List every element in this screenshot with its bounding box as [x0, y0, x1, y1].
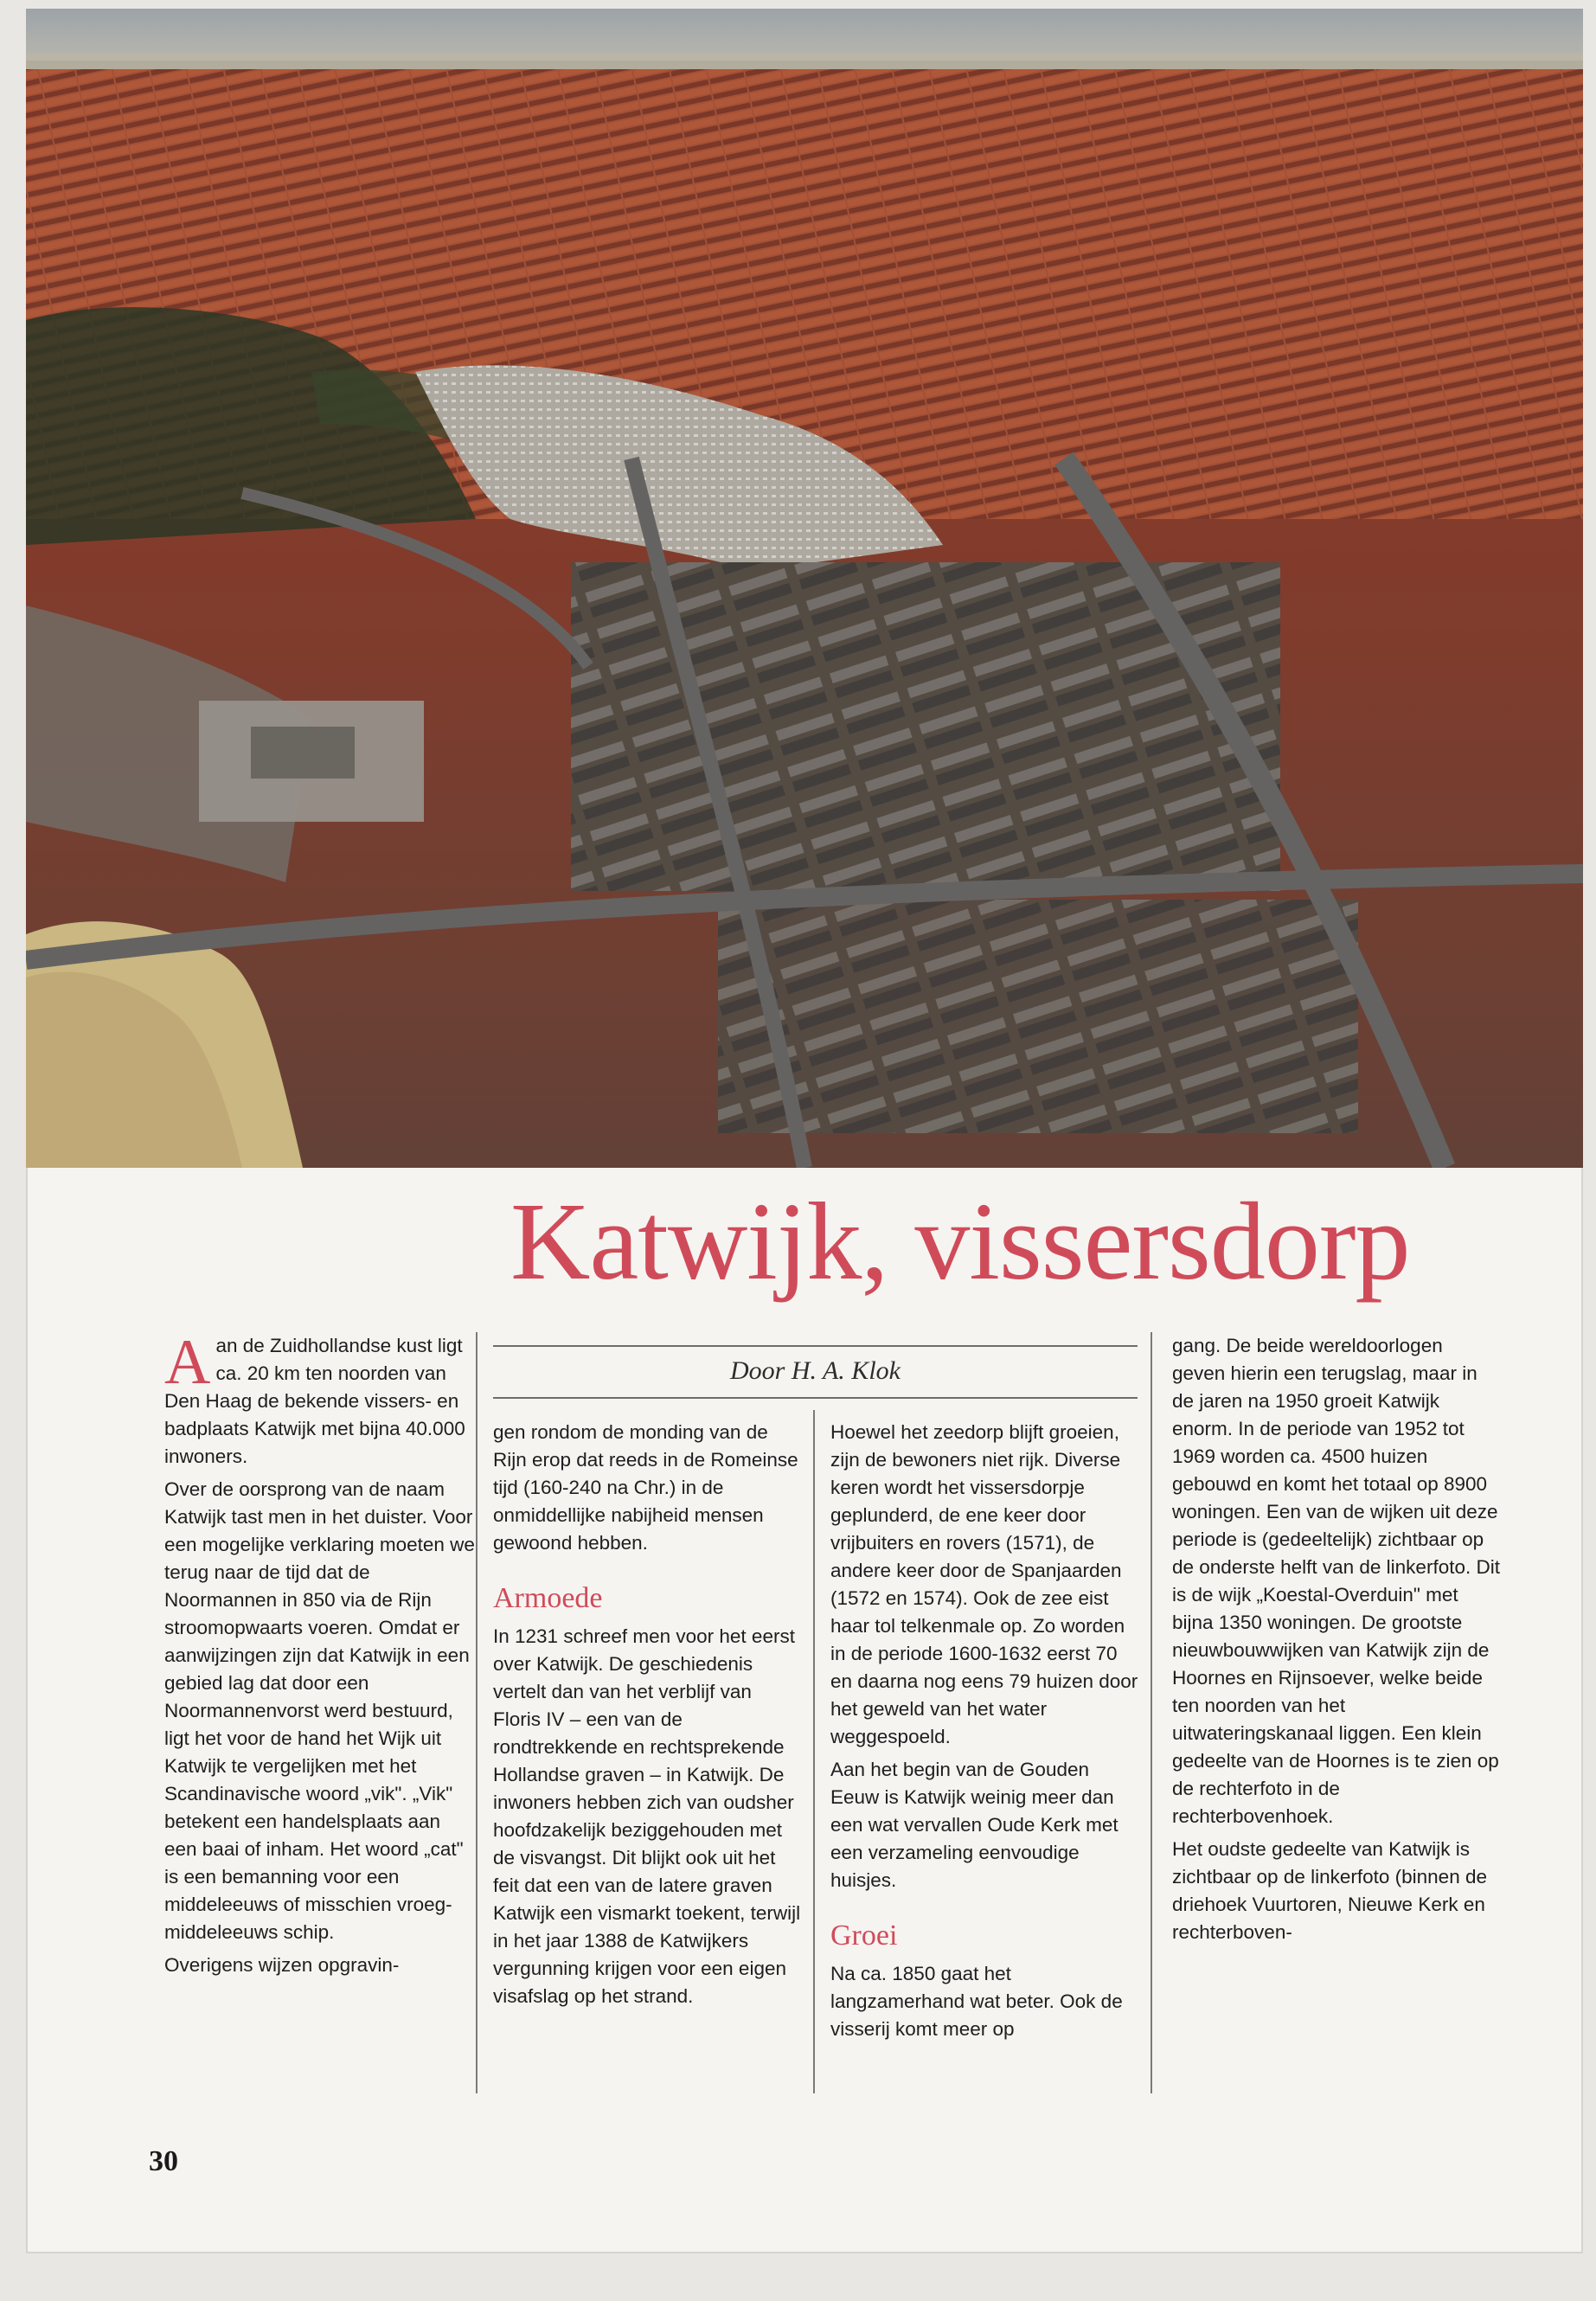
byline-top-rule	[493, 1345, 1138, 1347]
paragraph: Over de oorsprong van de naam Katwijk tast men in het duister. Voor een mogelijke verklaring moeten we terug naar de tijd dat de Noormannen in 850 via de Rijn stroomopwaarts voeren. Omdat er aanwijzingen zijn dat Katwijk in een gebied lag dat door een Noormannenvorst werd bestuurd, ligt het voor de hand het Wijk uit Katwijk te vergelijken met het Scandinavische woord „vik". „Vik" betekent een handelsplaats aan een baai of inham. Het woord „cat" is een bemanning voor een middeleeuws of misschien vroeg-middeleeuws schip.	[164, 1478, 475, 1943]
paragraph: Na ca. 1850 gaat het langzamerhand wat beter. Ook de visserij komt meer op	[830, 1963, 1123, 2040]
byline-block	[493, 1345, 1138, 1406]
paragraph: Aan het begin van de Gouden Eeuw is Katwijk weinig meer dan een wat vervallen Oude Kerk met een verzameling eenvoudige huisjes.	[830, 1759, 1118, 1891]
aerial-photo	[26, 9, 1583, 1168]
article-column-4	[1172, 1332, 1501, 2145]
paragraph: Overigens wijzen opgravin-	[164, 1954, 400, 1976]
column-separator	[1151, 1332, 1152, 2093]
page-number: 30	[149, 2145, 178, 2177]
column-separator	[813, 1410, 815, 2093]
paragraph	[164, 1332, 476, 1471]
paragraph: Hoewel het zeedorp blijft groeien, zijn de bewoners niet rijk. Diverse keren wordt het vissersdorpje geplunderd, de ene keer door vrijbuiters en rovers (1571), de andere keer door de Spanjaarden (1572 en 1574). Ook de zee eist haar tol telkenmale op. Zo worden in de periode 1600-1632 eerst 70 en daarna nog eens 79 huizen door het geweld van het water weggespoeld.	[830, 1421, 1138, 1747]
article-column-1	[164, 1332, 476, 2145]
article-column-2	[493, 1419, 804, 2232]
article-column-3	[830, 1419, 1142, 2232]
paragraph: gen rondom de monding van de Rijn erop dat reeds in de Romeinse tijd (160-240 na Chr.) in de onmiddellijke nabijheid mensen gewoond hebben.	[493, 1421, 798, 1554]
paragraph: Het oudste gedeelte van Katwijk is zichtbaar op de linkerfoto (binnen de driehoek Vuurtoren, Nieuwe Kerk en rechterboven-	[1172, 1838, 1487, 1943]
article-title: Katwijk, vissersdorp	[510, 1180, 1410, 1303]
byline-bottom-rule	[493, 1397, 1138, 1399]
section-heading-groei: Groei	[830, 1920, 898, 1952]
paragraph: gang. De beide wereldoorlogen geven hierin een terugslag, maar in de jaren na 1950 groeit Katwijk enorm. In de periode van 1952 tot 1969 worden ca. 4500 huizen gebouwd en komt het totaal op 8900 woningen. Een van de wijken uit deze periode is (gedeeltelijk) zichtbaar op de onderste helft van de linkerfoto. Dit is de wijk „Koestal-Overduin" met bijna 1350 woningen. De grootste nieuwbouwwijken van Katwijk zijn de Hoornes en Rijnsoever, welke beide ten noorden van het uitwateringskanaal liggen. Een klein gedeelte van de Hoornes is te zien op de rechterfoto in de rechterbovenhoek.	[1172, 1335, 1500, 1827]
paragraph-text: an de Zuidhollandse kust ligt ca. 20 km ten noorden van Den Haag de bekende vissers- en badplaats Katwijk met bijna 40.000 inwoners.	[164, 1335, 465, 1467]
byline: Door H. A. Klok	[730, 1356, 901, 1385]
paragraph: In 1231 schreef men voor het eerst over Katwijk. De geschiedenis vertelt dan van het verblijf van Floris IV – een van de rondtrekkende en rechtsprekende Hollandse graven – in Katwijk. De inwoners hebben zich van oudsher hoofdzakelijk beziggehouden met de visvangst. Dit blijkt ook uit het feit dat een van de latere graven Katwijk een vismarkt toekent, terwijl in het jaar 1388 de Katwijkers vergunning krijgen voor een eigen visafslag op het strand.	[493, 1625, 801, 2007]
section-heading-armoede: Armoede	[493, 1582, 603, 1614]
drop-cap: A	[164, 1332, 211, 1398]
column-separator	[476, 1332, 478, 2093]
